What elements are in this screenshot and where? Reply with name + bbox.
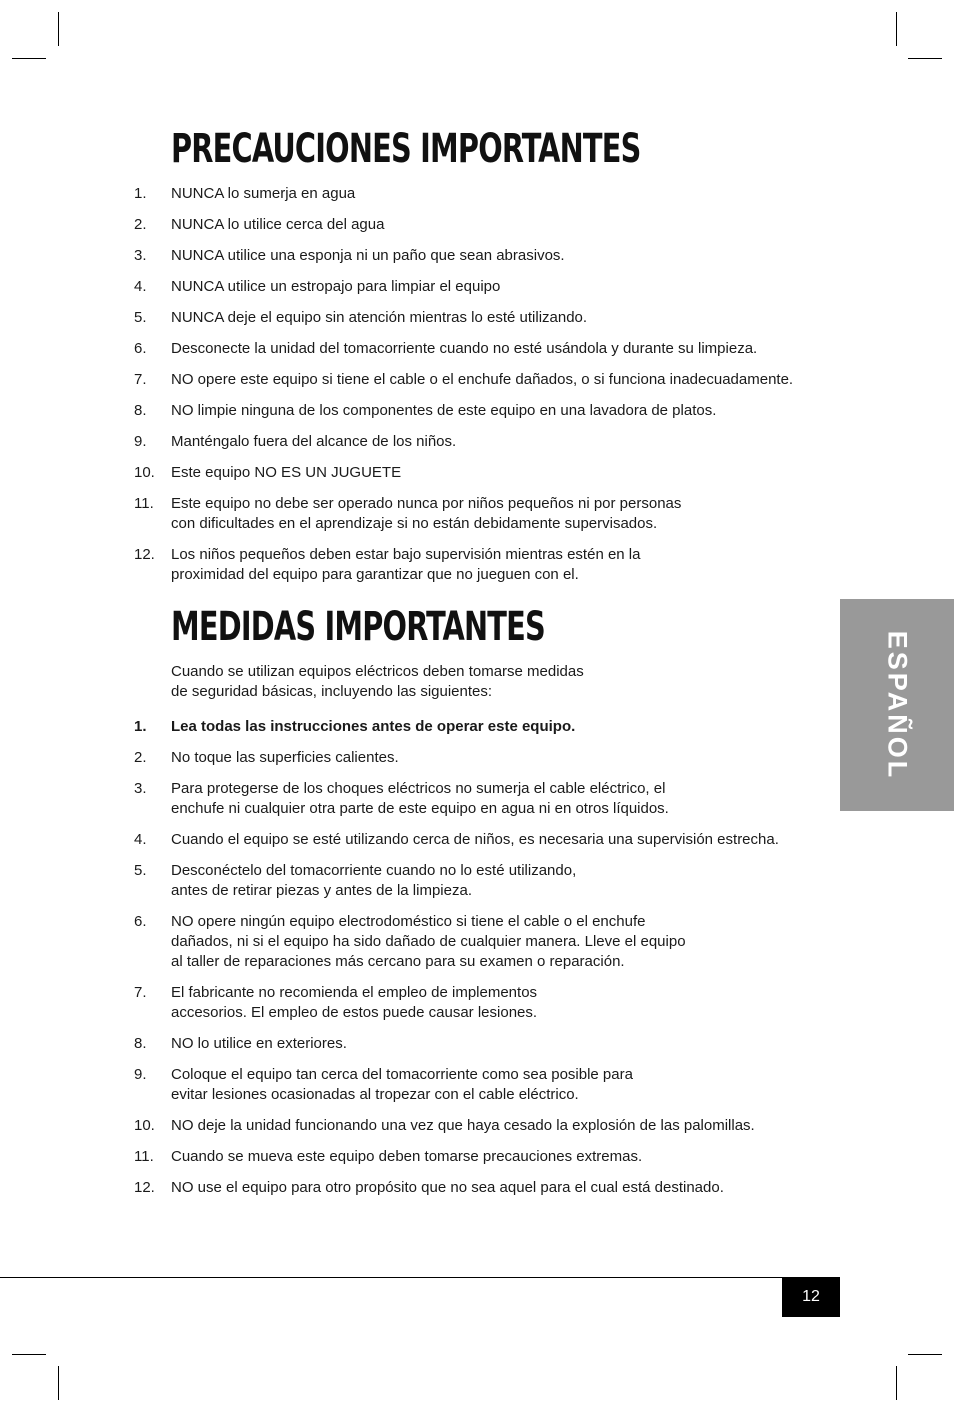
list-item (134, 1116, 834, 1136)
item-text: NUNCA lo utilice cerca del agua (171, 216, 385, 233)
item-text: Los niños pequeños deben estar bajo supervisión mientras estén en la proximidad del equipo para garantizar que no jueguen con el. (171, 546, 641, 583)
item-text: Este equipo NO ES UN JUGUETE (171, 464, 402, 481)
item-text: No toque las superficies calientes. (171, 749, 399, 766)
item-number: 2. (134, 216, 147, 233)
list-item (134, 339, 834, 359)
list-item (134, 463, 834, 483)
list-item (134, 545, 834, 585)
item-text: El fabricante no recomienda el empleo de implementos accesorios. El empleo de estos puede causar lesiones. (171, 984, 538, 1021)
language-tab (840, 599, 954, 811)
medidas-list (134, 717, 834, 1209)
precauciones-heading: PRECAUCIONES IMPORTANTES (171, 126, 641, 172)
item-number: 3. (134, 247, 147, 264)
list-item (134, 401, 834, 421)
item-number: 7. (134, 984, 147, 1001)
item-number: 10. (134, 464, 155, 481)
list-item (134, 1065, 834, 1105)
crop-mark (896, 12, 897, 46)
list-item (134, 308, 834, 328)
list-item (134, 983, 834, 1023)
crop-mark (58, 12, 59, 46)
list-item (134, 277, 834, 297)
item-number: 6. (134, 340, 147, 357)
item-number: 12. (134, 1179, 155, 1196)
crop-mark (58, 1366, 59, 1400)
item-text: NUNCA utilice un estropajo para limpiar el equipo (171, 278, 501, 295)
medidas-intro: Cuando se utilizan equipos eléctricos deben tomarse medidas de seguridad básicas, incluyendo las siguientes: (171, 663, 584, 700)
item-number: 7. (134, 371, 147, 388)
page-number: 12 (782, 1277, 840, 1317)
crop-mark (896, 1366, 897, 1400)
footer-rule (0, 1277, 840, 1278)
item-number: 4. (134, 278, 147, 295)
item-number: 5. (134, 309, 147, 326)
item-number: 12. (134, 546, 155, 563)
item-number: 6. (134, 913, 147, 930)
item-text: Lea todas las instrucciones antes de operar este equipo. (171, 718, 576, 735)
item-text: NO deje la unidad funcionando una vez que haya cesado la explosión de las palomillas. (171, 1117, 755, 1134)
list-item (134, 1178, 834, 1198)
item-text: NO opere ningún equipo electrodoméstico si tiene el cable o el enchufe dañados, ni si el equipo ha sido dañado de cualquier manera. Lleve el equipo al taller de reparaciones más cercano para su examen o reparación. (171, 913, 686, 970)
crop-mark (908, 58, 942, 59)
list-item (134, 1034, 834, 1054)
item-number: 3. (134, 780, 147, 797)
item-number: 4. (134, 831, 147, 848)
item-text: Este equipo no debe ser operado nunca por niños pequeños ni por personas con dificultades en el aprendizaje si no están debidamente supervisados. (171, 495, 682, 532)
item-text: Coloque el equipo tan cerca del tomacorriente como sea posible para evitar lesiones ocasionadas al tropezar con el cable eléctrico. (171, 1066, 633, 1103)
item-number: 9. (134, 433, 147, 450)
item-text: NO limpie ninguna de los componentes de este equipo en una lavadora de platos. (171, 402, 717, 419)
item-number: 1. (134, 718, 147, 735)
item-text: NO opere este equipo si tiene el cable o el enchufe dañados, o si funciona inadecuadamente. (171, 371, 794, 388)
crop-mark (12, 1354, 46, 1355)
list-item (134, 370, 834, 390)
list-item (134, 717, 834, 737)
item-text: NUNCA utilice una esponja ni un paño que sean abrasivos. (171, 247, 565, 264)
item-text: Cuando se mueva este equipo deben tomarse precauciones extremas. (171, 1148, 643, 1165)
crop-mark (12, 58, 46, 59)
list-item (134, 432, 834, 452)
list-item (134, 184, 834, 204)
list-item (134, 748, 834, 768)
item-text: NUNCA lo sumerja en agua (171, 185, 356, 202)
item-text: Desconecte la unidad del tomacorriente cuando no esté usándola y durante su limpieza. (171, 340, 758, 357)
item-number: 9. (134, 1066, 147, 1083)
item-number: 8. (134, 1035, 147, 1052)
item-text: NO use el equipo para otro propósito que no sea aquel para el cual está destinado. (171, 1179, 724, 1196)
list-item (134, 246, 834, 266)
language-tab-label: ESPAÑOL (882, 630, 913, 780)
item-number: 11. (134, 495, 154, 512)
item-number: 1. (134, 185, 147, 202)
item-number: 8. (134, 402, 147, 419)
item-text: NUNCA deje el equipo sin atención mientras lo esté utilizando. (171, 309, 588, 326)
crop-mark (908, 1354, 942, 1355)
list-item (134, 494, 834, 534)
item-text: Cuando el equipo se esté utilizando cerca de niños, es necesaria una supervisión estrecha. (171, 831, 779, 848)
list-item (134, 830, 834, 850)
item-number: 2. (134, 749, 147, 766)
item-number: 11. (134, 1148, 154, 1165)
medidas-heading: MEDIDAS IMPORTANTES (171, 604, 545, 650)
list-item (134, 1147, 834, 1167)
list-item (134, 215, 834, 235)
item-number: 10. (134, 1117, 155, 1134)
item-text: Para protegerse de los choques eléctricos no sumerja el cable eléctrico, el enchufe ni cualquier otra parte de este equipo en agua ni en otros líquidos. (171, 780, 669, 817)
list-item (134, 779, 834, 819)
list-item (134, 861, 834, 901)
list-item (134, 912, 834, 972)
item-number: 5. (134, 862, 147, 879)
item-text: Desconéctelo del tomacorriente cuando no lo esté utilizando, antes de retirar piezas y antes de la limpieza. (171, 862, 577, 899)
precauciones-list (134, 184, 834, 596)
item-text: NO lo utilice en exteriores. (171, 1035, 347, 1052)
item-text: Manténgalo fuera del alcance de los niños. (171, 433, 457, 450)
